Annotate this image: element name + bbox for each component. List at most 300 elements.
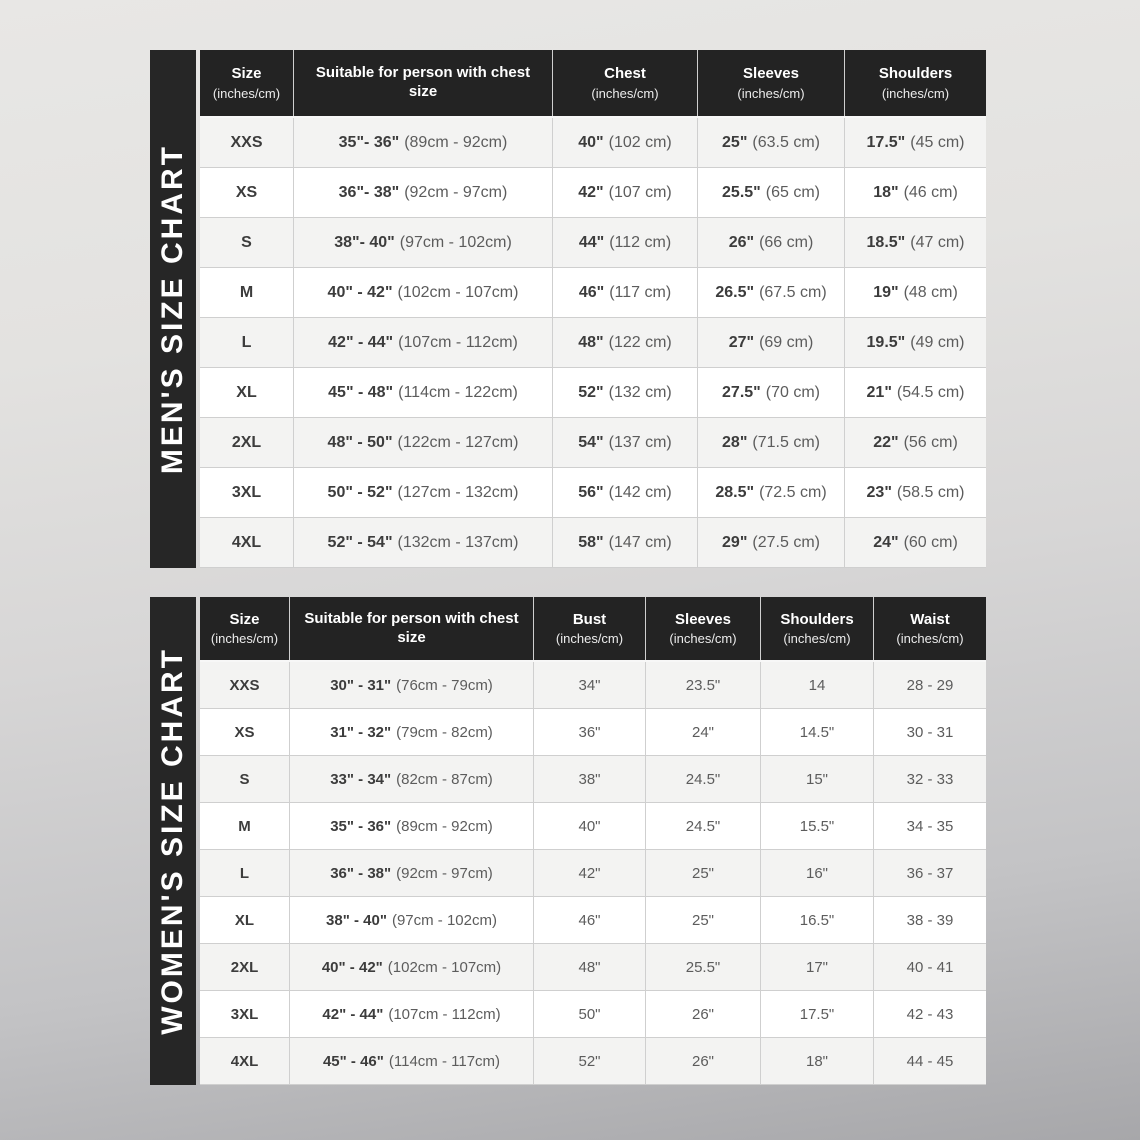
- table-cell: [200, 268, 294, 317]
- table-cell: [553, 368, 698, 417]
- column-subtitle: (inches/cm): [210, 631, 279, 647]
- table-cell: [294, 168, 553, 217]
- value-bold: 4XL: [230, 1052, 259, 1070]
- table-cell: [698, 268, 845, 317]
- value-regular: (54.5 cm): [896, 383, 965, 401]
- table-cell: [646, 897, 761, 943]
- value-regular: (67.5 cm): [759, 283, 827, 301]
- value-regular: (48 cm): [903, 283, 958, 301]
- table-cell: [200, 468, 294, 517]
- table-cell: [534, 756, 646, 802]
- table-cell: [553, 168, 698, 217]
- value-bold: 18": [873, 183, 899, 201]
- table-cell: [200, 897, 290, 943]
- table-cell: [200, 944, 290, 990]
- table-cell: [553, 518, 698, 567]
- column-title: Size: [229, 610, 260, 628]
- value-regular: 17.5": [799, 1005, 835, 1023]
- table-row: [200, 756, 986, 803]
- table-cell: [534, 1038, 646, 1084]
- value-bold: 27": [728, 333, 755, 351]
- table-cell: [294, 318, 553, 367]
- table-cell: [290, 803, 534, 849]
- table-row: [200, 118, 986, 168]
- value-bold: 28": [722, 433, 748, 451]
- table-cell: [534, 709, 646, 755]
- table-cell: [761, 991, 874, 1037]
- value-regular: 50": [578, 1005, 601, 1023]
- column-header: [200, 50, 294, 116]
- column-title: Size: [231, 65, 262, 83]
- value-regular: (102 cm): [608, 133, 672, 151]
- column-header: [553, 50, 698, 116]
- value-regular: 38": [578, 770, 601, 788]
- table-cell: [534, 850, 646, 896]
- value-bold: 45" - 46": [322, 1052, 384, 1070]
- value-bold: 19.5": [866, 333, 906, 351]
- column-header: [874, 597, 986, 660]
- column-title: Chest: [604, 65, 646, 83]
- value-regular: (132cm - 137cm): [397, 533, 519, 551]
- value-regular: (97cm - 102cm): [391, 911, 497, 929]
- value-regular: 15": [805, 770, 828, 788]
- table-row: [200, 1038, 986, 1085]
- table-row: [200, 944, 986, 991]
- column-subtitle: (inches/cm): [783, 631, 851, 647]
- value-bold: 28.5": [715, 483, 755, 501]
- value-bold: 2XL: [231, 433, 262, 451]
- value-regular: (132 cm): [608, 383, 672, 401]
- header-row: [200, 597, 986, 662]
- table-cell: [874, 991, 986, 1037]
- value-bold: 44": [578, 233, 605, 251]
- table-cell: [294, 518, 553, 567]
- table-cell: [200, 1038, 290, 1084]
- table-cell: [200, 756, 290, 802]
- value-regular: (122cm - 127cm): [397, 433, 519, 451]
- value-bold: 52": [578, 383, 604, 401]
- value-bold: 18.5": [866, 233, 906, 251]
- value-bold: 25": [722, 133, 748, 151]
- table-cell: [553, 218, 698, 267]
- table-cell: [294, 218, 553, 267]
- column-title: Bust: [572, 610, 607, 628]
- table-row: [200, 368, 986, 418]
- value-bold: S: [241, 233, 252, 251]
- table-cell: [698, 468, 845, 517]
- value-bold: XXS: [229, 676, 260, 694]
- value-regular: (60 cm): [903, 533, 958, 551]
- value-regular: 52": [578, 1052, 601, 1070]
- value-bold: 4XL: [231, 533, 262, 551]
- value-regular: (65 cm): [765, 183, 820, 201]
- column-subtitle: (inches/cm): [555, 631, 624, 647]
- value-regular: 28 - 29: [906, 676, 954, 694]
- table-cell: [534, 897, 646, 943]
- value-bold: S: [239, 770, 250, 788]
- table-cell: [646, 944, 761, 990]
- value-regular: (46 cm): [903, 183, 958, 201]
- table-cell: [534, 991, 646, 1037]
- table-row: [200, 418, 986, 468]
- table-cell: [698, 518, 845, 567]
- table-cell: [761, 803, 874, 849]
- table-cell: [646, 662, 761, 708]
- value-regular: (69 cm): [759, 333, 814, 351]
- value-regular: 44 - 45: [906, 1052, 954, 1070]
- value-regular: (27.5 cm): [752, 533, 820, 551]
- table-cell: [761, 897, 874, 943]
- table-cell: [698, 118, 845, 167]
- table-cell: [646, 803, 761, 849]
- value-bold: 52" - 54": [327, 533, 393, 551]
- value-regular: 16": [805, 864, 828, 882]
- table-row: [200, 897, 986, 944]
- value-bold: XL: [236, 383, 257, 401]
- table-cell: [553, 468, 698, 517]
- table-cell: [761, 944, 874, 990]
- table-cell: [200, 662, 290, 708]
- value-regular: (45 cm): [910, 133, 965, 151]
- value-bold: 46": [578, 283, 605, 301]
- table-cell: [845, 168, 986, 217]
- value-regular: 23.5": [685, 676, 721, 694]
- table-cell: [534, 944, 646, 990]
- value-regular: (142 cm): [608, 483, 672, 501]
- table-cell: [761, 850, 874, 896]
- value-bold: 35"- 36": [338, 133, 400, 151]
- value-bold: 21": [866, 383, 892, 401]
- value-regular: (137 cm): [608, 433, 672, 451]
- value-regular: 17": [805, 958, 828, 976]
- table-cell: [874, 756, 986, 802]
- table-cell: [874, 662, 986, 708]
- column-subtitle: (inches/cm): [212, 85, 281, 101]
- table-cell: [200, 368, 294, 417]
- column-header: [294, 50, 553, 116]
- table-cell: [845, 118, 986, 167]
- column-subtitle: (inches/cm): [881, 85, 950, 101]
- table-cell: [845, 268, 986, 317]
- value-regular: 32 - 33: [906, 770, 954, 788]
- value-bold: 35" - 36": [330, 817, 392, 835]
- value-bold: 38" - 40": [326, 911, 387, 929]
- table-cell: [294, 468, 553, 517]
- column-subtitle: (inches/cm): [896, 631, 964, 647]
- table-cell: [646, 756, 761, 802]
- column-header: [845, 50, 986, 116]
- value-bold: M: [239, 283, 254, 301]
- value-regular: (102cm - 107cm): [397, 283, 519, 301]
- table-cell: [646, 991, 761, 1037]
- value-regular: (102cm - 107cm): [387, 958, 502, 976]
- value-bold: 24": [873, 533, 899, 551]
- value-regular: (71.5 cm): [752, 433, 820, 451]
- table-cell: [294, 118, 553, 167]
- value-regular: (122 cm): [608, 333, 672, 351]
- value-bold: 26.5": [715, 283, 755, 301]
- value-regular: (49 cm): [910, 333, 965, 351]
- table-cell: [290, 897, 534, 943]
- value-regular: 36 - 37: [906, 864, 954, 882]
- womens-chart-sidebar: [150, 597, 196, 1085]
- column-title: Shoulders: [780, 610, 854, 628]
- table-cell: [874, 897, 986, 943]
- value-bold: 56": [578, 483, 604, 501]
- column-header: [761, 597, 874, 660]
- value-bold: 2XL: [230, 958, 259, 976]
- value-regular: 40 - 41: [906, 958, 954, 976]
- table-cell: [290, 944, 534, 990]
- table-cell: [553, 268, 698, 317]
- column-subtitle: (inches/cm): [669, 631, 737, 647]
- column-header: [290, 597, 534, 660]
- table-cell: [294, 368, 553, 417]
- value-regular: 16.5": [799, 911, 835, 929]
- value-regular: 14.5": [799, 723, 835, 741]
- value-bold: M: [238, 817, 251, 835]
- table-row: [200, 268, 986, 318]
- value-bold: 42": [578, 183, 604, 201]
- value-regular: 46": [578, 911, 601, 929]
- value-regular: 15.5": [799, 817, 835, 835]
- table-cell: [698, 318, 845, 367]
- value-regular: 24.5": [685, 770, 721, 788]
- value-bold: 40" - 42": [327, 283, 393, 301]
- table-cell: [698, 368, 845, 417]
- value-regular: (79cm - 82cm): [396, 723, 493, 741]
- table-cell: [290, 662, 534, 708]
- value-bold: 45" - 48": [328, 383, 394, 401]
- value-regular: (114cm - 117cm): [388, 1052, 501, 1070]
- table-cell: [290, 991, 534, 1037]
- value-bold: 54": [578, 433, 604, 451]
- column-header: [200, 597, 290, 660]
- value-regular: (107 cm): [608, 183, 672, 201]
- value-regular: 26": [691, 1005, 714, 1023]
- value-regular: 34 - 35: [906, 817, 954, 835]
- table-row: [200, 468, 986, 518]
- table-cell: [200, 803, 290, 849]
- mens-size-table: [200, 50, 986, 568]
- value-regular: 14: [808, 676, 826, 694]
- table-row: [200, 662, 986, 709]
- table-cell: [874, 850, 986, 896]
- column-title: Suitable for person with chest size: [304, 609, 519, 646]
- column-subtitle: (inches/cm): [737, 85, 805, 101]
- value-bold: XS: [234, 723, 255, 741]
- value-bold: 48": [578, 333, 604, 351]
- mens-size-chart-section: [150, 50, 986, 568]
- value-regular: (92cm - 97cm): [404, 183, 508, 201]
- value-bold: 48" - 50": [327, 433, 393, 451]
- value-regular: (76cm - 79cm): [396, 676, 493, 694]
- value-regular: (47 cm): [910, 233, 965, 251]
- table-cell: [200, 168, 294, 217]
- column-subtitle: (inches/cm): [591, 85, 659, 101]
- value-regular: (70 cm): [765, 383, 820, 401]
- womens-chart-title: WOMEN'S SIZE CHART: [156, 647, 189, 1035]
- value-bold: 40": [578, 133, 604, 151]
- mens-chart-sidebar: [150, 50, 196, 568]
- table-cell: [200, 850, 290, 896]
- value-bold: XXS: [230, 133, 263, 151]
- table-cell: [200, 218, 294, 267]
- mens-chart-title: MEN'S SIZE CHART: [156, 143, 189, 475]
- column-header: [698, 50, 845, 116]
- table-cell: [200, 418, 294, 467]
- value-regular: (82cm - 87cm): [396, 770, 493, 788]
- table-cell: [646, 709, 761, 755]
- value-regular: 42": [578, 864, 601, 882]
- table-cell: [200, 118, 294, 167]
- table-row: [200, 991, 986, 1038]
- table-cell: [845, 468, 986, 517]
- value-bold: 58": [578, 533, 604, 551]
- value-regular: (127cm - 132cm): [397, 483, 519, 501]
- table-cell: [874, 944, 986, 990]
- value-bold: 26": [728, 233, 755, 251]
- value-bold: 22": [873, 433, 899, 451]
- table-cell: [200, 318, 294, 367]
- value-regular: (107cm - 112cm): [388, 1005, 501, 1023]
- womens-size-table: [200, 597, 986, 1085]
- value-regular: 24.5": [685, 817, 721, 835]
- value-regular: (89cm - 92cm): [404, 133, 508, 151]
- table-cell: [845, 418, 986, 467]
- value-regular: (97cm - 102cm): [399, 233, 512, 251]
- header-row: [200, 50, 986, 118]
- table-cell: [698, 168, 845, 217]
- column-header: [646, 597, 761, 660]
- table-cell: [294, 268, 553, 317]
- value-regular: (72.5 cm): [759, 483, 827, 501]
- value-regular: (58.5 cm): [896, 483, 965, 501]
- table-cell: [845, 218, 986, 267]
- table-cell: [200, 991, 290, 1037]
- table-cell: [646, 850, 761, 896]
- value-regular: (89cm - 92cm): [396, 817, 493, 835]
- value-bold: 30" - 31": [330, 676, 392, 694]
- table-cell: [553, 418, 698, 467]
- value-bold: 50" - 52": [327, 483, 393, 501]
- value-bold: XL: [234, 911, 255, 929]
- value-regular: (112 cm): [609, 233, 672, 251]
- value-regular: 24": [691, 723, 714, 741]
- table-cell: [874, 1038, 986, 1084]
- value-regular: 26": [691, 1052, 714, 1070]
- table-cell: [553, 318, 698, 367]
- table-cell: [845, 368, 986, 417]
- value-regular: 36": [578, 723, 601, 741]
- value-regular: 48": [578, 958, 601, 976]
- value-regular: 30 - 31: [906, 723, 954, 741]
- value-bold: L: [241, 333, 252, 351]
- table-cell: [698, 218, 845, 267]
- column-title: Shoulders: [878, 65, 953, 83]
- column-title: Sleeves: [743, 65, 799, 83]
- value-bold: 17.5": [866, 133, 906, 151]
- table-row: [200, 168, 986, 218]
- table-row: [200, 803, 986, 850]
- table-row: [200, 709, 986, 756]
- value-regular: 34": [578, 676, 601, 694]
- value-regular: 40": [578, 817, 601, 835]
- table-cell: [290, 850, 534, 896]
- value-regular: (56 cm): [903, 433, 958, 451]
- value-bold: 42" - 44": [328, 333, 394, 351]
- table-cell: [761, 709, 874, 755]
- table-cell: [294, 418, 553, 467]
- table-cell: [761, 1038, 874, 1084]
- value-regular: (92cm - 97cm): [396, 864, 493, 882]
- table-cell: [290, 756, 534, 802]
- table-cell: [845, 518, 986, 567]
- table-row: [200, 518, 986, 568]
- table-cell: [290, 1038, 534, 1084]
- table-cell: [534, 803, 646, 849]
- table-cell: [200, 518, 294, 567]
- value-bold: 3XL: [231, 483, 262, 501]
- table-row: [200, 850, 986, 897]
- value-regular: (107cm - 112cm): [398, 333, 518, 351]
- table-cell: [874, 709, 986, 755]
- table-cell: [290, 709, 534, 755]
- column-header: [534, 597, 646, 660]
- value-bold: XS: [235, 183, 258, 201]
- value-bold: 27.5": [722, 383, 761, 401]
- value-regular: (117 cm): [609, 283, 672, 301]
- value-regular: 25.5": [685, 958, 721, 976]
- value-bold: 23": [866, 483, 892, 501]
- table-cell: [761, 662, 874, 708]
- value-regular: 38 - 39: [906, 911, 954, 929]
- table-cell: [761, 756, 874, 802]
- value-bold: 36"- 38": [338, 183, 400, 201]
- table-cell: [874, 803, 986, 849]
- value-regular: (147 cm): [608, 533, 672, 551]
- value-bold: 33" - 34": [330, 770, 392, 788]
- value-regular: (114cm - 122cm): [398, 383, 518, 401]
- value-regular: 25": [691, 864, 714, 882]
- value-bold: 40" - 42": [321, 958, 383, 976]
- value-bold: 19": [873, 283, 899, 301]
- value-bold: 3XL: [230, 1005, 259, 1023]
- womens-size-chart-section: [150, 597, 986, 1085]
- value-bold: 31" - 32": [330, 723, 392, 741]
- value-regular: (66 cm): [759, 233, 814, 251]
- value-regular: 42 - 43: [906, 1005, 954, 1023]
- value-regular: 25": [691, 911, 714, 929]
- table-cell: [553, 118, 698, 167]
- value-bold: 25.5": [722, 183, 761, 201]
- column-title: Waist: [910, 610, 950, 628]
- column-title: Sleeves: [675, 610, 731, 628]
- column-title: Suitable for person with chest size: [315, 64, 531, 100]
- value-regular: 18": [805, 1052, 828, 1070]
- value-bold: L: [239, 864, 250, 882]
- table-cell: [698, 418, 845, 467]
- table-cell: [200, 709, 290, 755]
- table-cell: [845, 318, 986, 367]
- table-cell: [534, 662, 646, 708]
- value-bold: 38"- 40": [334, 233, 395, 251]
- value-bold: 36" - 38": [330, 864, 392, 882]
- table-cell: [646, 1038, 761, 1084]
- value-regular: (63.5 cm): [752, 133, 820, 151]
- table-row: [200, 218, 986, 268]
- value-bold: 42" - 44": [322, 1005, 384, 1023]
